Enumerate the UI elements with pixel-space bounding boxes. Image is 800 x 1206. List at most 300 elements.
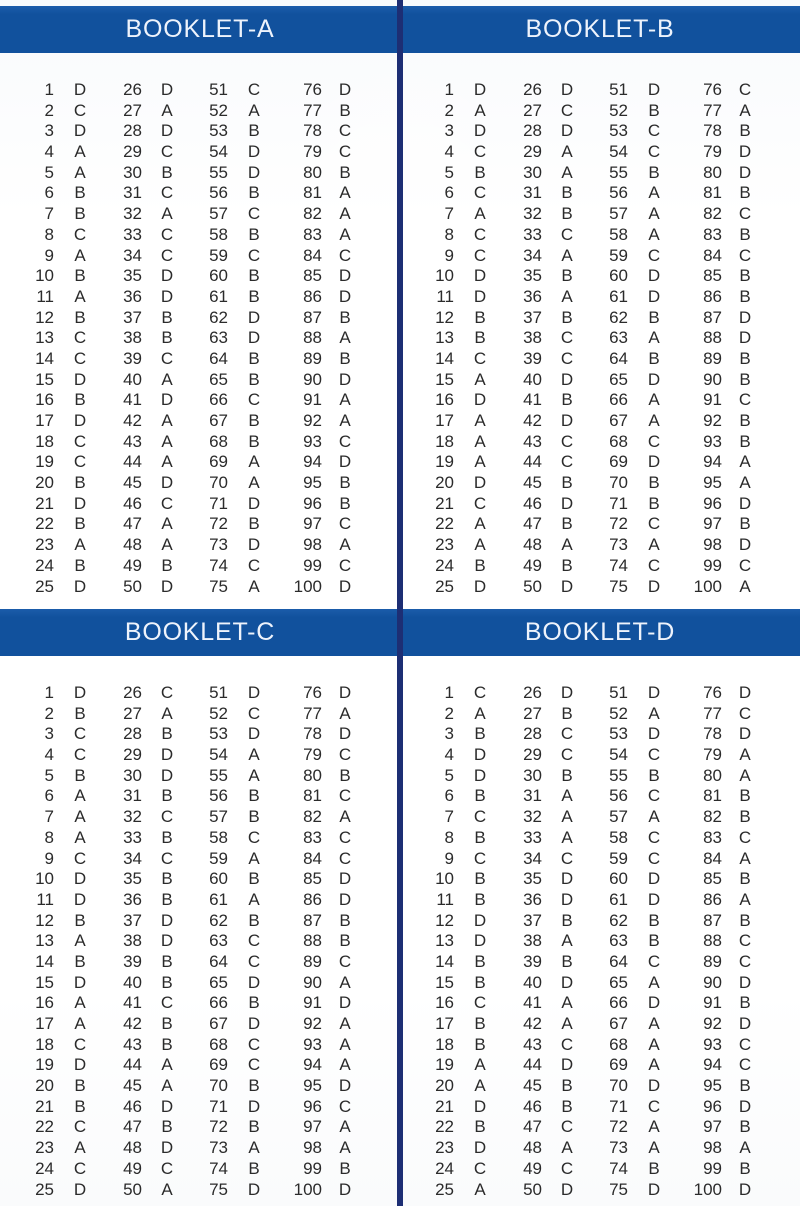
question-number: 26: [523, 683, 542, 702]
question-number: 39: [123, 951, 142, 971]
question-number: 9: [444, 245, 454, 265]
question-number: 7: [44, 807, 54, 827]
question-number: 37: [123, 307, 142, 327]
answer-letter: A: [739, 576, 751, 596]
question-number: 84: [303, 245, 322, 265]
answer-letter: C: [738, 1055, 752, 1075]
answer-letter: A: [74, 1138, 86, 1158]
question-number: 11: [436, 286, 454, 306]
answer-letter: C: [738, 390, 752, 410]
answer-row: [420, 1076, 800, 1097]
question-number: 35: [123, 266, 142, 286]
question-number: 41: [523, 390, 542, 410]
question-number: 92: [303, 411, 322, 430]
question-number: 45: [123, 473, 142, 493]
question-number: 8: [444, 224, 454, 244]
answer-letter: A: [161, 452, 173, 472]
question-number: 64: [609, 348, 628, 368]
answer-letter: A: [474, 411, 486, 430]
answer-row: [420, 452, 800, 473]
answer-letter: D: [560, 683, 574, 702]
answer-letter: A: [474, 703, 486, 723]
question-number: 28: [123, 724, 142, 744]
question-number: 91: [703, 993, 722, 1013]
answer-row: [20, 973, 400, 994]
question-number: 63: [609, 931, 628, 951]
question-number: 78: [303, 724, 322, 744]
answer-letter: C: [473, 348, 487, 368]
answer-letter: C: [160, 224, 174, 244]
question-number: 45: [523, 1076, 542, 1096]
question-number: 23: [435, 1138, 454, 1158]
question-number: 55: [609, 162, 628, 182]
answer-letter: D: [247, 307, 261, 327]
question-number: 62: [209, 910, 228, 930]
answer-letter: D: [160, 266, 174, 286]
question-number: 92: [703, 1014, 722, 1033]
question-number: 2: [44, 100, 54, 120]
question-number: 36: [523, 286, 542, 306]
answer-letter: B: [739, 183, 751, 203]
answer-letter: D: [647, 452, 661, 472]
answer-letter: A: [648, 1138, 660, 1158]
answer-letter: A: [339, 204, 351, 224]
answer-letter: A: [648, 183, 660, 203]
answer-letter: C: [73, 100, 87, 120]
answer-letter: B: [739, 786, 751, 806]
answer-letter: C: [73, 1117, 87, 1137]
answer-letter: C: [738, 80, 752, 99]
answer-letter: B: [474, 889, 486, 909]
question-number: 12: [35, 307, 54, 327]
answer-letter: B: [161, 307, 173, 327]
answer-letter: A: [739, 889, 751, 909]
answer-letter: B: [739, 993, 751, 1013]
answer-letter: B: [739, 1076, 751, 1096]
question-number: 68: [209, 431, 228, 451]
answer-letter: A: [74, 786, 86, 806]
answer-letter: B: [474, 786, 486, 806]
question-number: 87: [703, 910, 722, 930]
answer-letter: C: [160, 142, 174, 162]
question-number: 51: [609, 683, 628, 702]
answer-letter: B: [474, 1014, 486, 1033]
question-number: 24: [35, 555, 54, 575]
question-number: 14: [435, 951, 454, 971]
answer-letter: D: [73, 972, 87, 992]
answer-letter: B: [474, 951, 486, 971]
answer-letter: C: [738, 703, 752, 723]
question-number: 77: [303, 100, 322, 120]
answer-letter: D: [160, 745, 174, 765]
question-number: 90: [303, 972, 322, 992]
answer-row: [20, 1117, 400, 1138]
answer-letter: C: [338, 827, 352, 847]
question-number: 46: [523, 493, 542, 513]
question-number: 70: [609, 1076, 628, 1096]
answer-row: [20, 452, 400, 473]
answer-letter: D: [160, 390, 174, 410]
answer-letter: D: [73, 369, 87, 389]
answer-letter: B: [339, 162, 351, 182]
answer-letter: A: [339, 1117, 351, 1137]
answer-letter: B: [248, 514, 260, 534]
answer-letter: A: [474, 1179, 486, 1199]
answer-table-a: [0, 80, 400, 597]
question-number: 22: [35, 514, 54, 534]
answer-letter: A: [161, 514, 173, 534]
question-number: 4: [44, 745, 54, 765]
question-number: 18: [435, 431, 454, 451]
answer-letter: B: [161, 951, 173, 971]
answer-letter: B: [561, 307, 573, 327]
question-number: 82: [703, 807, 722, 827]
answer-letter: B: [339, 348, 351, 368]
question-number: 24: [35, 1158, 54, 1178]
answer-letter: D: [647, 80, 661, 99]
question-number: 10: [435, 869, 454, 889]
answer-letter: A: [74, 162, 86, 182]
answer-letter: A: [739, 1138, 751, 1158]
answer-letter: C: [647, 745, 661, 765]
question-number: 81: [703, 786, 722, 806]
answer-letter: D: [738, 535, 752, 555]
answer-row: [20, 745, 400, 766]
answer-letter: C: [73, 1034, 87, 1054]
answer-letter: A: [248, 452, 260, 472]
answer-letter: D: [473, 765, 487, 785]
answer-letter: D: [473, 121, 487, 141]
question-number: 75: [609, 576, 628, 596]
answer-letter: D: [247, 328, 261, 348]
answer-letter: B: [74, 307, 86, 327]
answer-row: [20, 1138, 400, 1159]
answer-letter: B: [248, 1158, 260, 1178]
answer-letter: C: [560, 224, 574, 244]
answer-letter: D: [647, 576, 661, 596]
answer-letter: A: [161, 703, 173, 723]
answer-row: [20, 724, 400, 745]
question-number: 70: [209, 1076, 228, 1096]
answer-letter: B: [74, 910, 86, 930]
question-number: 90: [703, 369, 722, 389]
answer-letter: D: [73, 1179, 87, 1199]
question-number: 37: [523, 307, 542, 327]
question-number: 49: [123, 555, 142, 575]
answer-letter: B: [161, 162, 173, 182]
answer-letter: C: [160, 183, 174, 203]
question-number: 76: [703, 683, 722, 702]
question-number: 7: [444, 807, 454, 827]
answer-letter: C: [473, 493, 487, 513]
answer-letter: C: [473, 993, 487, 1013]
answer-letter: A: [248, 745, 260, 765]
answer-row: [20, 683, 400, 704]
answer-letter: C: [73, 724, 87, 744]
question-number: 41: [123, 993, 142, 1013]
answer-letter: A: [74, 807, 86, 827]
question-number: 93: [703, 431, 722, 451]
answer-letter: A: [339, 807, 351, 827]
question-number: 95: [703, 1076, 722, 1096]
answer-letter: B: [74, 703, 86, 723]
answer-row: [420, 973, 800, 994]
question-number: 38: [123, 931, 142, 951]
question-number: 12: [435, 307, 454, 327]
question-number: 31: [123, 183, 142, 203]
question-number: 53: [609, 121, 628, 141]
question-number: 59: [209, 848, 228, 868]
question-number: 32: [523, 204, 542, 224]
answer-letter: A: [561, 1014, 573, 1033]
booklet-title-b: BOOKLET-B: [400, 6, 800, 53]
answer-letter: D: [560, 1179, 574, 1199]
question-number: 9: [44, 848, 54, 868]
question-number: 33: [523, 827, 542, 847]
answer-letter: B: [474, 555, 486, 575]
question-number: 67: [209, 411, 228, 430]
answer-letter: B: [74, 266, 86, 286]
answer-letter: C: [247, 951, 261, 971]
answer-row: [420, 142, 800, 163]
question-number: 27: [123, 100, 142, 120]
question-number: 75: [209, 576, 228, 596]
answer-letter: D: [160, 1096, 174, 1116]
answer-letter: C: [338, 121, 352, 141]
question-number: 21: [435, 493, 454, 513]
answer-letter: A: [74, 535, 86, 555]
question-number: 47: [123, 514, 142, 534]
answer-letter: C: [560, 1034, 574, 1054]
answer-letter: D: [160, 765, 174, 785]
answer-letter: A: [339, 1034, 351, 1054]
answer-letter: D: [73, 1055, 87, 1075]
answer-letter: A: [74, 245, 86, 265]
question-number: 1: [444, 683, 454, 702]
question-number: 69: [609, 1055, 628, 1075]
question-number: 40: [123, 972, 142, 992]
answer-row: [420, 931, 800, 952]
answer-letter: B: [648, 100, 660, 120]
booklet-section-a: [0, 0, 400, 603]
question-number: 41: [123, 390, 142, 410]
question-number: 89: [303, 951, 322, 971]
answer-letter: C: [73, 745, 87, 765]
question-number: 38: [523, 328, 542, 348]
answer-letter: D: [338, 266, 352, 286]
answer-letter: C: [560, 452, 574, 472]
answer-letter: D: [338, 452, 352, 472]
question-number: 46: [123, 1096, 142, 1116]
answer-letter: A: [161, 1179, 173, 1199]
answer-letter: D: [247, 1096, 261, 1116]
answer-letter: B: [739, 121, 751, 141]
question-number: 74: [609, 555, 628, 575]
answer-letter: A: [474, 1055, 486, 1075]
answer-letter: B: [74, 204, 86, 224]
answer-letter: D: [738, 493, 752, 513]
answer-letter: D: [73, 493, 87, 513]
answer-letter: C: [473, 807, 487, 827]
question-number: 29: [523, 142, 542, 162]
question-number: 39: [523, 951, 542, 971]
answer-row: [20, 225, 400, 246]
answer-row: [420, 786, 800, 807]
question-number: 86: [303, 286, 322, 306]
answer-letter: B: [161, 1117, 173, 1137]
answer-letter: B: [739, 514, 751, 534]
question-number: 24: [435, 1158, 454, 1178]
answer-letter: D: [160, 80, 174, 99]
answer-row: [420, 432, 800, 453]
question-number: 80: [703, 162, 722, 182]
question-number: 18: [35, 431, 54, 451]
question-number: 25: [35, 1179, 54, 1199]
question-number: 76: [303, 80, 322, 99]
question-number: 10: [35, 869, 54, 889]
answer-letter: C: [247, 1034, 261, 1054]
question-number: 13: [435, 931, 454, 951]
answer-letter: C: [247, 827, 261, 847]
answer-letter: B: [248, 869, 260, 889]
answer-letter: C: [247, 80, 261, 99]
question-number: 62: [609, 910, 628, 930]
answer-letter: B: [474, 307, 486, 327]
answer-letter: A: [739, 452, 751, 472]
answer-letter: B: [161, 786, 173, 806]
answer-letter: A: [339, 411, 351, 430]
answer-letter: A: [561, 931, 573, 951]
question-number: 34: [123, 848, 142, 868]
question-number: 34: [123, 245, 142, 265]
answer-table-c: [0, 683, 400, 1200]
answer-letter: B: [561, 514, 573, 534]
answer-letter: B: [248, 121, 260, 141]
answer-row: [20, 266, 400, 287]
answer-letter: D: [560, 869, 574, 889]
answer-letter: C: [160, 493, 174, 513]
answer-letter: D: [247, 724, 261, 744]
answer-letter: A: [739, 765, 751, 785]
answer-letter: B: [648, 348, 660, 368]
answer-letter: D: [338, 889, 352, 909]
answer-letter: A: [74, 827, 86, 847]
answer-row: [420, 225, 800, 246]
answer-letter: A: [561, 1138, 573, 1158]
question-number: 21: [35, 1096, 54, 1116]
answer-row: [20, 308, 400, 329]
question-number: 68: [209, 1034, 228, 1054]
answer-letter: B: [739, 910, 751, 930]
question-number: 68: [609, 1034, 628, 1054]
question-number: 35: [523, 869, 542, 889]
question-number: 25: [435, 576, 454, 596]
vertical-divider: [397, 0, 403, 1206]
answer-letter: B: [74, 183, 86, 203]
question-number: 20: [35, 473, 54, 493]
question-number: 23: [435, 535, 454, 555]
answer-letter: C: [647, 827, 661, 847]
answer-letter: B: [561, 204, 573, 224]
question-number: 61: [209, 889, 228, 909]
answer-letter: D: [560, 1055, 574, 1075]
answer-letter: D: [738, 328, 752, 348]
answer-letter: B: [561, 266, 573, 286]
question-number: 89: [703, 951, 722, 971]
answer-letter: A: [339, 1138, 351, 1158]
answer-letter: A: [561, 286, 573, 306]
question-number: 66: [209, 390, 228, 410]
answer-letter: A: [339, 972, 351, 992]
answer-letter: C: [73, 1158, 87, 1178]
answer-row: [420, 121, 800, 142]
answer-letter: A: [561, 245, 573, 265]
question-number: 69: [209, 452, 228, 472]
answer-letter: A: [648, 972, 660, 992]
answer-letter: B: [648, 1158, 660, 1178]
answer-letter: A: [161, 204, 173, 224]
question-number: 92: [703, 411, 722, 430]
answer-letter: A: [339, 328, 351, 348]
question-number: 99: [303, 1158, 322, 1178]
answer-letter: D: [560, 576, 574, 596]
question-number: 13: [35, 931, 54, 951]
question-number: 26: [523, 80, 542, 99]
answer-row: [420, 370, 800, 391]
question-number: 39: [523, 348, 542, 368]
answer-letter: C: [647, 142, 661, 162]
question-number: 12: [35, 910, 54, 930]
question-number: 64: [609, 951, 628, 971]
answer-letter: C: [647, 431, 661, 451]
answer-letter: C: [560, 745, 574, 765]
question-number: 61: [209, 286, 228, 306]
answer-letter: D: [647, 869, 661, 889]
answer-letter: A: [561, 827, 573, 847]
answer-letter: C: [473, 142, 487, 162]
answer-row: [420, 1117, 800, 1138]
question-number: 23: [35, 1138, 54, 1158]
answer-letter: C: [247, 1055, 261, 1075]
answer-letter: D: [73, 683, 87, 702]
answer-letter: C: [560, 724, 574, 744]
question-number: 67: [609, 1014, 628, 1033]
answer-letter: A: [248, 848, 260, 868]
question-number: 17: [35, 1014, 54, 1033]
question-number: 3: [444, 724, 454, 744]
question-number: 82: [303, 807, 322, 827]
answer-letter: A: [161, 100, 173, 120]
question-number: 58: [209, 827, 228, 847]
question-number: 69: [609, 452, 628, 472]
answer-row: [20, 911, 400, 932]
question-number: 20: [35, 1076, 54, 1096]
booklet-title-a: BOOKLET-A: [0, 6, 400, 53]
answer-letter: B: [248, 369, 260, 389]
question-number: 47: [523, 1117, 542, 1137]
answer-row: [20, 163, 400, 184]
question-number: 5: [444, 162, 454, 182]
answer-row: [420, 494, 800, 515]
answer-letter: D: [647, 889, 661, 909]
answer-letter: B: [248, 1117, 260, 1137]
question-number: 87: [303, 307, 322, 327]
answer-letter: A: [648, 204, 660, 224]
answer-letter: B: [248, 224, 260, 244]
answer-letter: A: [648, 328, 660, 348]
question-number: 91: [303, 390, 322, 410]
answer-letter: C: [560, 1158, 574, 1178]
